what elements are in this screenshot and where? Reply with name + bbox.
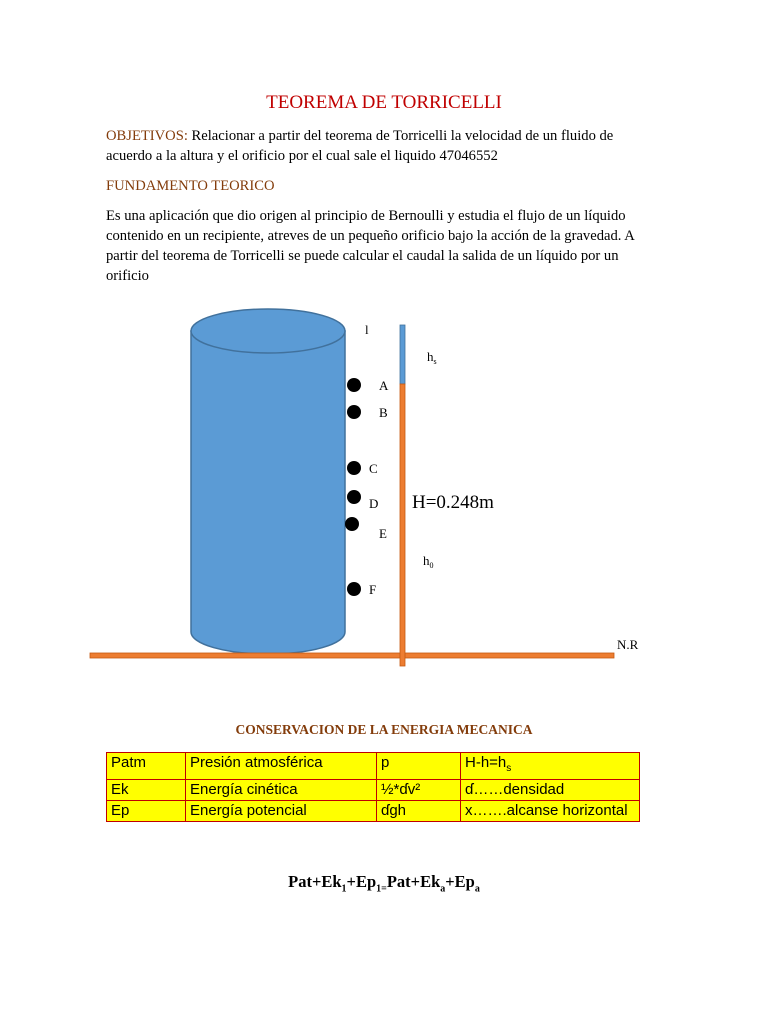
table-cell: ɗ……densidad [461,780,640,801]
hs-label: $h_s$ [427,349,437,366]
objectives-text: Relacionar a partir del teorema de Torricelli la velocidad de un fluido de acuerdo a la altura y el orificio por el cual sale el liquido 47046552 [106,128,614,164]
tank-body [191,331,345,654]
top-label: l [365,322,369,337]
table-cell: ½*ɗv² [377,780,461,801]
table-cell: $H-h=h_s$ [461,753,640,780]
table-cell: p [377,753,461,780]
table-cell: Energía cinética [186,780,377,801]
ruler-orange-segment [400,384,405,666]
tank-top [191,309,345,353]
table-cell: Energía potencial [186,801,377,822]
point-b-label: B [379,405,388,420]
table-cell: ɗgh [377,801,461,822]
point-e-dot [345,517,359,531]
nr-label: N.R [617,637,639,652]
table-cell: Ep [107,801,186,822]
point-d-dot [347,490,361,504]
ruler-top-segment [400,325,405,384]
fundamento-text: Es una aplicación que dio origen al principio de Bernoulli y estudia el flujo de un líquido contenido en un recipiente, atreves de un pequeño orificio bajo la acción de la gravedad. A partir del teorema de Torricelli se puede calcular el caudal la salida de un líquido por un orificio [106,208,635,284]
energy-formula: $Pat+Ek_1+Ep_{1=}Pat+Ek_a+Ep_a$ [288,872,480,895]
height-label: H=0.248m [412,492,494,513]
reference-line [90,653,614,658]
point-f-dot [347,582,361,596]
point-a-label: A [379,378,389,393]
table-cell: Presión atmosférica [186,753,377,780]
table-row [107,801,640,822]
point-a-dot [347,378,361,392]
point-c-label: C [369,461,378,476]
point-e-label: E [379,526,387,541]
section-heading: CONSERVACION DE LA ENERGIA MECANICA [235,722,533,737]
h0-label: $h_0$ [423,553,434,570]
table-row [107,753,640,780]
objectives-label: OBJETIVOS: [106,128,188,144]
page-title: TEOREMA DE TORRICELLI [266,92,502,113]
point-f-label: F [369,582,377,597]
table-cell: Ek [107,780,186,801]
table-row [107,780,640,801]
point-d-label: D [369,496,379,511]
table-cell: x…….alcanse horizontal [461,801,640,822]
fundamento-heading: FUNDAMENTO TEORICO [106,178,275,194]
table-cell: Patm [107,753,186,780]
variables-table [106,752,640,822]
point-c-dot [347,461,361,475]
point-b-dot [347,405,361,419]
